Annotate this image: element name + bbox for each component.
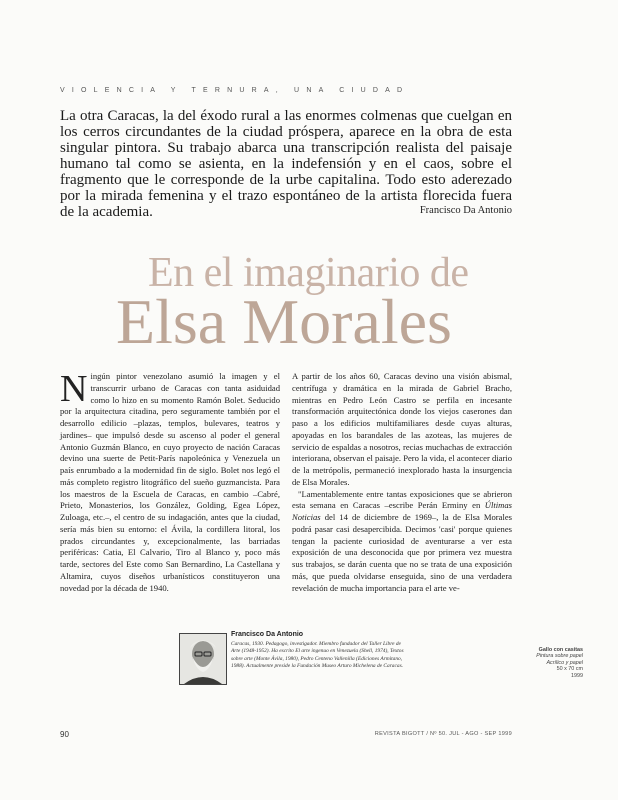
body-column-left: [60, 368, 280, 594]
caption-line-medium: Acrílico y papel: [546, 659, 583, 666]
author-portrait: [179, 633, 227, 685]
title-line-2: Elsa Morales: [116, 286, 452, 357]
lede-byline: Francisco Da Antonio: [419, 205, 512, 216]
author-bio-text: Caracas, 1930. Pedagogo, investigador. Miembro fundador del Taller Libre de Arte (1948-1952). Ha escrito El arte ingenuo en Venezuela (Shell, 1974), Textos sobre arte (Monte Ávila, 1980), Pedro Centeno Vallenilla (Ediciones Armitano, 1988). Actualmente preside la Fundación Museo Arturo Michelena de Caracas.: [231, 641, 404, 670]
quote-text-a: "Lamentablemente entre tantas exposiciones que se abrieron esta semana en Caracas –escribe Perán Erminy en: [292, 488, 512, 511]
caption-line-dimensions: 50 x 70 cm: [556, 666, 583, 673]
title-line-1: En el imaginario de: [148, 250, 469, 296]
portrait-image: [180, 634, 226, 684]
body-paragraph: [60, 368, 280, 594]
page-number: 90: [60, 730, 69, 739]
author-bio: [179, 633, 409, 683]
section-kicker: VIOLENCIA Y TERNURA, UNA CIUDAD: [60, 87, 410, 94]
body-paragraph-2: [292, 489, 512, 595]
lede-paragraph: La otra Caracas, la del éxodo rural a las enormes colmenas que cuelgan en los cerros circundantes de la ciudad próspera, aparece en la obra de esta singular pintora. Su trabajo abarca una transcripción realista del paisaje humano tal como se asienta, en la indefensión y en el caos, sobre el fragmento que le corresponde de la urbe capitalina. Todo esto aderezado por la mirada femenina y el trazo espontáneo de la artista florecida fuera de la academia.: [60, 108, 512, 220]
newspaper-title: Últimas Noticias: [292, 500, 512, 522]
artwork-caption: [528, 647, 583, 679]
body-column-right: [292, 371, 512, 594]
publication-footer: REVISTA BIGOTT / Nº 50. JUL - AGO - SEP 1999: [374, 731, 512, 737]
left-column-text: ingún pintor venezolano asumió la imagen y el transcurrir urbano de Caracas con tanta asiduidad como lo hizo en su momento Ramón Bolet. Seducido por la arquitectura citadina, pero seguramente también por el desarrollo edilicio –plazas, templos, bulevares, teatros y jardines– que impulsó desde su ascenso al poder el general Antonio Guzmán Blanco, en cuyo proyecto de nación Caracas devino una suerte de Petit-París napoleónica y Venezuela un país enrumbado a la modernidad fin de siglo. Bolet nos legó el más completo registro litográfico del sueño guzmancista. Para los maestros de la Escuela de Caracas, en cambio –Cabré, Prieto, Monasterios, los González, Golding, Egea López, Zuloaga, etc.–, el centro de su indagación, antes que la ciudad, sería más bien su entorno: el Ávila, la cordillera litoral, los prados circundantes y, excepcionalmente, las barriadas periféricas: Catia, El Calvario, Tiro al Blanco y, poco más tarde, sectores del Este como San Bernardino, La Castellana y Altamira, cuyos diseños urbanísticos constituyeron una novedad por la década de 1940.: [60, 371, 280, 593]
author-name: Francisco Da Antonio: [231, 631, 304, 638]
body-paragraph-1: A partir de los años 60, Caracas devino una visión abismal, centrífuga y dramática en la mirada de Gabriel Bracho, mientras en Pedro León Castro se perfila en incesante transformación arquitectónica donde los viejos caserones dan paso a los edificios multifamiliares desde cuyas alturas, apoyadas en los barandales de las azoteas, las mujeres de servicio de espaldas a nosotros, recias muchachas de extracción interiorana, observan el paisaje. Pero la vida, el acontecer diario de la metrópolis, permaneció inexplorado hasta la insurgencia de Elsa Morales.: [292, 371, 512, 487]
caption-line-title: Gallo con casitas: [538, 647, 583, 653]
drop-cap: N: [60, 368, 88, 410]
caption-line-year: 1999: [571, 672, 583, 679]
caption-line-technique: Pintura sobre papel: [536, 653, 583, 660]
quote-text-b: del 14 de diciembre de 1969–, la de Elsa Morales podrá pasar casi desapercibida. Decimos 'casi' porque quienes tengan la paciente curiosidad de aventurarse a ver esta exposición de una desconocida que por primera vez muestra sus trabajos, se darán cuenta que no se trata de una exposición más, que pueda olvidarse enseguida, sino de una verdadera revelación de mucha importancia para el arte ve-: [292, 512, 512, 593]
